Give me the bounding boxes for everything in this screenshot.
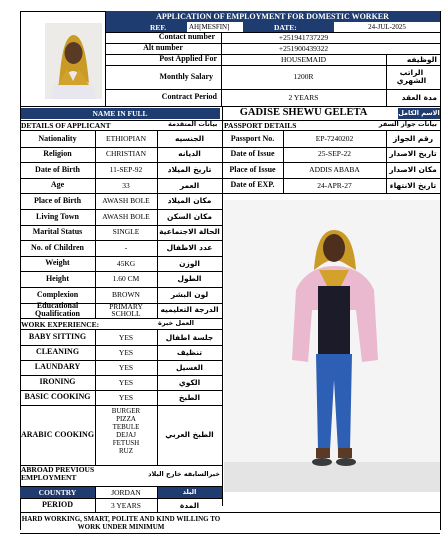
details-row-arabic: مكان السكن — [167, 211, 212, 221]
details-row-value: ETHIOPIAN — [106, 133, 146, 143]
work-experience-header-arabic: العمل خبرة — [158, 319, 194, 327]
details-row-value: SINGLE — [112, 227, 140, 237]
post-applied-arabic: الوظيفه — [406, 54, 437, 64]
arabic-cooking-item: BURGER — [111, 407, 141, 415]
date-value: 24-JUL-2025 — [334, 22, 440, 32]
details-row-arabic: الديانه — [178, 149, 201, 159]
country-value: JORDAN — [111, 487, 141, 497]
post-applied-label: Post Applied For — [159, 54, 217, 64]
arabic-cooking-label: ARABIC COOKING — [20, 429, 95, 439]
details-header-arabic: بيانات المتقدمة — [168, 120, 218, 128]
passport-row-value: ADDIS ABABA — [309, 165, 360, 175]
portrait-image — [45, 23, 102, 99]
details-row-arabic: العمر — [179, 180, 200, 190]
passport-row-value: EP-7240202 — [315, 133, 354, 143]
passport-row-arabic: مكان الاصدار — [389, 165, 437, 175]
details-row-label: Educational Qualification — [35, 301, 80, 319]
details-row-label: Weight — [45, 258, 70, 268]
experience-row-value: YES — [118, 347, 134, 357]
alt-number-value: +251900439322 — [278, 43, 329, 53]
experience-row-label: LAUNDARY — [34, 362, 81, 372]
passport-row-label: Date of EXP. — [230, 180, 275, 190]
details-row-value: AWASH BOLE — [102, 211, 150, 221]
experience-row-label: BASIC COOKING — [24, 392, 91, 402]
details-row-arabic: الوزن — [179, 258, 200, 268]
passport-row-arabic: تاريخ الاصدار — [389, 149, 437, 159]
country-label: COUNTRY — [20, 487, 95, 498]
abroad-header: ABROAD PREVIOUS EMPLOYMENT — [21, 465, 95, 483]
experience-row-arabic: الكوي — [178, 377, 201, 387]
details-row-label: Place of Birth — [33, 195, 82, 205]
details-row-label: Complexion — [36, 289, 79, 299]
details-row-arabic: الدرجة التعليميه — [160, 305, 219, 315]
arabic-cooking-item: TEBULE — [112, 423, 140, 432]
passport-row-label: Passport No. — [230, 133, 275, 143]
details-row-value: - — [124, 243, 128, 253]
passport-row-arabic: تاريخ الانتهاء — [389, 180, 437, 190]
name-in-full-arabic: الاسم الكامل — [398, 109, 440, 118]
applicant-full-name: GADISE SHEWU GELETA — [239, 106, 368, 118]
passport-header-arabic: بيانات جواز السفر — [378, 120, 437, 128]
details-row-label: Age — [50, 180, 65, 190]
details-row-arabic: مكان الميلاد — [167, 196, 212, 206]
post-applied-value: HOUSEMAID — [281, 54, 326, 64]
applicant-full-photo — [224, 200, 440, 492]
monthly-salary-arabic: الراتب الشهري — [396, 68, 427, 85]
period-label: PERIOD — [41, 500, 74, 510]
details-row-value: AWASH BOLE — [102, 196, 150, 206]
alt-number-label: Alt number — [143, 43, 183, 53]
experience-row-label: CLEANING — [35, 347, 80, 357]
passport-row-label: Place of Issue — [229, 164, 276, 174]
contact-number-value: +251941737229 — [278, 32, 329, 42]
name-in-full-label: NAME IN FULL — [20, 108, 220, 119]
arabic-cooking-item: FETUSH — [112, 439, 140, 448]
experience-row-arabic: جلسة اطفال — [165, 332, 214, 342]
details-row-value: BROWN — [112, 289, 140, 299]
passport-row-value: 24-APR-27 — [317, 180, 352, 190]
country-arabic: البلد — [157, 487, 222, 498]
experience-row-value: YES — [118, 332, 134, 342]
date-label: DATE: — [274, 23, 297, 32]
experience-row-label: BABY SITTING — [28, 332, 87, 342]
details-row-arabic: تاريخ الميلاد — [167, 165, 212, 175]
details-header: DETAILS OF APPLICANT — [21, 121, 111, 130]
details-row-arabic: الجنسيه — [174, 133, 205, 143]
arabic-cooking-list — [95, 407, 157, 465]
experience-row-arabic: تنظيف — [176, 347, 203, 357]
passport-row-value: 25-SEP-22 — [318, 149, 351, 159]
abroad-header-arabic: خبرالسابقه خارج البلاد — [148, 470, 220, 478]
details-row-value: 11-SEP-92 — [109, 165, 143, 175]
details-row-arabic: عدد الاطفال — [166, 243, 213, 253]
form-title: APPLICATION OF EMPLOYMENT FOR DOMESTIC WORKER — [105, 11, 440, 22]
remarks-text: HARD WORKING, SMART, POLITE AND KIND WILLING TO WORK UNDER MINIMUM — [21, 514, 221, 531]
experience-row-label: IRONING — [39, 377, 76, 387]
experience-row-value: YES — [118, 362, 134, 372]
period-value: 3 YEARS — [111, 500, 141, 510]
details-row-label: Marital Status — [32, 227, 83, 237]
arabic-cooking-arabic: الطبخ العربي — [165, 430, 214, 440]
arabic-cooking-item: RUZ — [119, 447, 133, 456]
applicant-portrait — [45, 23, 102, 99]
experience-row-arabic: الطبخ — [178, 392, 201, 402]
details-row-arabic: الطول — [177, 274, 202, 284]
contract-period-label: Contract Period — [161, 92, 217, 102]
details-row-value: CHRISTIAN — [105, 149, 146, 159]
details-row-label: No. of Children — [31, 242, 84, 252]
monthly-salary-label: Monthly Salary — [159, 71, 213, 81]
contract-period-arabic: مدة العقد — [401, 92, 437, 102]
details-row-value: 33 — [122, 180, 130, 190]
passport-row-arabic: رقم الجواز — [392, 133, 434, 143]
details-row-label: Nationality — [38, 133, 77, 143]
monthly-salary-value: 1200R — [293, 72, 314, 82]
experience-row-value: YES — [118, 377, 134, 387]
details-row-value: 45KG — [116, 258, 136, 268]
details-row-label: Living Town — [36, 211, 79, 221]
details-row-arabic: الحالة الاجتماعية — [159, 227, 220, 237]
details-row-label: Date of Birth — [35, 164, 80, 174]
arabic-cooking-item: PIZZA — [116, 415, 136, 424]
passport-header: PASSPORT DETAILS — [224, 121, 297, 130]
full-body-image — [224, 200, 440, 492]
contact-number-label: Contact number — [158, 32, 215, 42]
experience-row-arabic: الغسيل — [175, 362, 203, 372]
experience-row-value: YES — [118, 392, 134, 402]
details-row-arabic: لون البشر — [170, 289, 209, 299]
period-arabic: المدة — [179, 500, 200, 510]
work-experience-header: WORK EXPERIENCE: — [21, 320, 100, 329]
passport-row-label: Date of Issue — [230, 149, 275, 159]
arabic-cooking-item: DEJAJ — [116, 431, 136, 440]
details-row-label: Height — [45, 273, 70, 283]
details-row-value: PRIMARY SCHOLL — [109, 301, 143, 319]
details-row-value: 1.60 CM — [112, 274, 140, 284]
ref-value: AH[MESFIN] — [187, 22, 243, 32]
details-row-label: Religion — [43, 149, 72, 159]
contract-period-value: 2 YEARS — [288, 92, 319, 102]
ref-label: REF. — [150, 23, 167, 32]
